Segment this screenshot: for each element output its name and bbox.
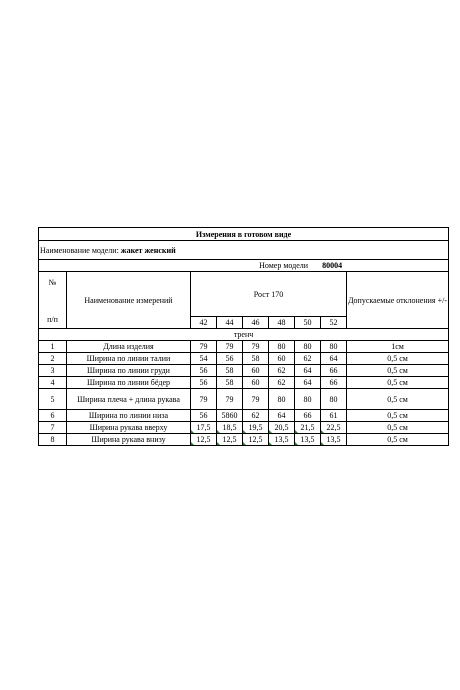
row-name: Ширина рукава вверху xyxy=(67,422,191,434)
row-tolerance: 0,5 см xyxy=(347,365,449,377)
error-marker-icon xyxy=(191,442,194,445)
row-value: 80 xyxy=(295,341,321,353)
size-header: 46 xyxy=(243,317,269,329)
model-number-cell xyxy=(39,260,449,272)
row-value: 60 xyxy=(269,353,295,365)
measurements-table xyxy=(38,227,449,446)
header-number xyxy=(39,272,67,329)
row-value: 56 xyxy=(191,377,217,389)
row-value: 80 xyxy=(269,389,295,410)
row-value: 56 xyxy=(217,353,243,365)
table-row xyxy=(39,365,449,377)
row-value: 80 xyxy=(269,341,295,353)
table-row xyxy=(39,341,449,353)
row-value: 80 xyxy=(295,389,321,410)
size-header: 50 xyxy=(295,317,321,329)
size-header: 48 xyxy=(269,317,295,329)
row-tolerance: 0,5 см xyxy=(347,389,449,410)
row-name: Ширина рукава внизу xyxy=(67,434,191,446)
row-value: 79 xyxy=(243,389,269,410)
row-value: 62 xyxy=(295,353,321,365)
row-value-text: 18,5 xyxy=(222,423,237,432)
row-value: 64 xyxy=(295,377,321,389)
row-value xyxy=(321,422,347,434)
row-name: Ширина по линии низа xyxy=(67,410,191,422)
row-value-text: 12,5 xyxy=(248,435,263,444)
row-name: Ширина плеча + длина рукава xyxy=(67,389,191,410)
row-value xyxy=(243,434,269,446)
row-value: 79 xyxy=(243,341,269,353)
table-title: Измерения в готовом виде xyxy=(39,228,449,241)
row-value: 79 xyxy=(217,341,243,353)
row-value xyxy=(295,422,321,434)
row-value: 80 xyxy=(321,341,347,353)
row-number: 7 xyxy=(39,422,67,434)
row-name: Ширина по линии груди xyxy=(67,365,191,377)
row-number: 6 xyxy=(39,410,67,422)
row-value-text: 17,5 xyxy=(196,423,211,432)
header-height: Рост 170 xyxy=(191,272,347,317)
row-name: Ширина по линии бёдер xyxy=(67,377,191,389)
row-value-text: 22,5 xyxy=(326,423,341,432)
size-header: 42 xyxy=(191,317,217,329)
size-header: 52 xyxy=(321,317,347,329)
table-row xyxy=(39,377,449,389)
row-value xyxy=(269,434,295,446)
row-value xyxy=(295,434,321,446)
row-number: 2 xyxy=(39,353,67,365)
row-value: 80 xyxy=(321,389,347,410)
header-number-bottom: п/п xyxy=(47,315,58,324)
row-tolerance: 0,5 см xyxy=(347,434,449,446)
row-number: 8 xyxy=(39,434,67,446)
row-value-text: 13,5 xyxy=(274,435,289,444)
header-measurement: Наименование измерений xyxy=(67,272,191,329)
row-value: 5860 xyxy=(217,410,243,422)
table-row xyxy=(39,410,449,422)
model-number-value: 80004 xyxy=(322,261,343,270)
row-tolerance: 1см xyxy=(347,341,449,353)
row-value: 79 xyxy=(191,389,217,410)
row-name: Ширина по линии талии xyxy=(67,353,191,365)
row-value: 62 xyxy=(269,365,295,377)
row-value-text: 13,5 xyxy=(300,435,315,444)
row-number: 3 xyxy=(39,365,67,377)
row-value: 79 xyxy=(191,341,217,353)
size-header: 44 xyxy=(217,317,243,329)
row-value-text: 20,5 xyxy=(274,423,289,432)
table-row xyxy=(39,353,449,365)
row-number: 1 xyxy=(39,341,67,353)
row-tolerance: 0,5 см xyxy=(347,353,449,365)
row-value: 62 xyxy=(269,377,295,389)
row-value: 61 xyxy=(321,410,347,422)
model-name-cell xyxy=(39,241,449,260)
row-value: 66 xyxy=(321,365,347,377)
row-number: 5 xyxy=(39,389,67,410)
row-value: 56 xyxy=(191,410,217,422)
row-value-text: 21,5 xyxy=(300,423,315,432)
row-value xyxy=(243,422,269,434)
row-value xyxy=(321,434,347,446)
row-value: 60 xyxy=(243,377,269,389)
row-value xyxy=(191,422,217,434)
model-name-label: Наименование модели: xyxy=(40,245,119,255)
row-value: 66 xyxy=(295,410,321,422)
row-value: 58 xyxy=(217,365,243,377)
row-tolerance: 0,5 см xyxy=(347,410,449,422)
row-tolerance: 0,5 см xyxy=(347,422,449,434)
row-value-text: 12,5 xyxy=(196,435,211,444)
row-number: 4 xyxy=(39,377,67,389)
error-marker-icon xyxy=(217,442,220,445)
table-row xyxy=(39,422,449,434)
row-value: 64 xyxy=(295,365,321,377)
row-value: 64 xyxy=(321,353,347,365)
row-value-text: 13,5 xyxy=(326,435,341,444)
row-name: Длина изделия xyxy=(67,341,191,353)
row-value-text: 19,5 xyxy=(248,423,263,432)
table-row xyxy=(39,389,449,410)
row-value xyxy=(191,434,217,446)
model-number-label: Номер модели xyxy=(259,261,309,270)
row-value xyxy=(269,422,295,434)
error-marker-icon xyxy=(269,442,272,445)
row-value: 62 xyxy=(243,410,269,422)
row-value: 56 xyxy=(191,365,217,377)
model-name-value: жакет женский xyxy=(120,245,176,255)
row-value: 79 xyxy=(217,389,243,410)
table-row xyxy=(39,434,449,446)
row-value xyxy=(217,422,243,434)
error-marker-icon xyxy=(243,442,246,445)
row-value xyxy=(217,434,243,446)
error-marker-icon xyxy=(295,442,298,445)
row-value: 58 xyxy=(243,353,269,365)
row-value-text: 12,5 xyxy=(222,435,237,444)
row-value: 60 xyxy=(243,365,269,377)
row-value: 66 xyxy=(321,377,347,389)
header-tolerance: Допускаемые отклонения +/- xyxy=(347,272,449,329)
error-marker-icon xyxy=(321,442,324,445)
product-type: тренч xyxy=(39,329,449,341)
header-number-top: № xyxy=(48,278,57,287)
row-value: 64 xyxy=(269,410,295,422)
row-value: 54 xyxy=(191,353,217,365)
row-tolerance: 0,5 см xyxy=(347,377,449,389)
row-value: 58 xyxy=(217,377,243,389)
